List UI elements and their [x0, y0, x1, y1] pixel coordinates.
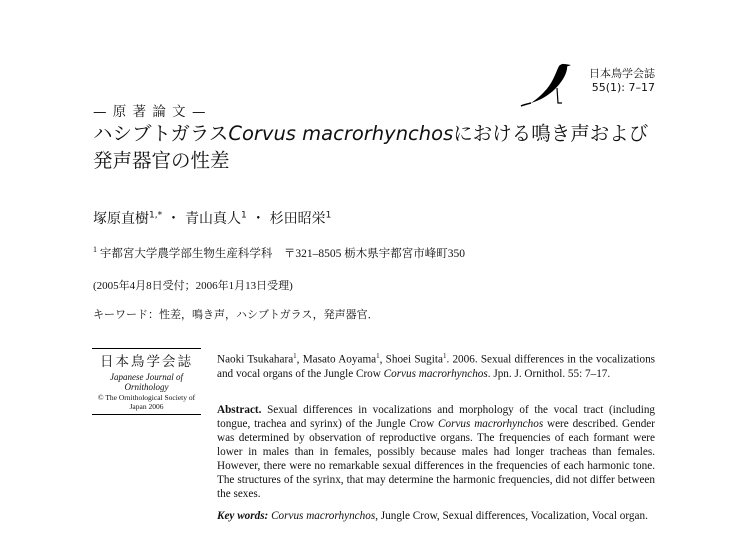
journal-header-society: 日本鳥学会誌	[589, 67, 655, 80]
citation: Naoki Tsukahara$^1$, Masato Aoyama$^1$, Shoei Sugita$^1$. 2006. Sexual differences in the vocalizations and vocal organs of the Jungle Crow Corvus macrorhynchos. Jpn. J. Ornithol. 55: 7–17.	[217, 352, 656, 380]
citation-sup-3: 1	[442, 352, 447, 360]
paper-title	[93, 120, 693, 174]
abstract-species: Corvus macrorhynchos	[438, 418, 544, 430]
author-sep-2: ・	[251, 211, 266, 227]
title-species: Corvus macrorhynchos	[228, 122, 454, 145]
author-1: 塚原直樹	[93, 211, 149, 227]
citation-sup-1: 1	[293, 352, 297, 360]
abstract-label: Abstract.	[217, 404, 262, 416]
author-2-sup: 1	[241, 210, 247, 221]
article-type: — 原 著 論 文 —	[93, 104, 207, 120]
keywords-en-species: Corvus macrorhynchos	[271, 510, 376, 522]
society-box-en: Japanese Journal of Ornithology	[110, 372, 183, 392]
title-post: における鳴き声および	[453, 122, 649, 145]
title-line2: 発声器官の性差	[93, 149, 230, 172]
citation-journal: . Jpn. J. Ornithol. 55: 7–17.	[487, 367, 611, 380]
keywords-en-label: Key words:	[217, 510, 269, 522]
citation-sup-2: 1	[376, 352, 380, 360]
author-1-sup: 1,*	[149, 210, 163, 221]
author-2: 青山真人	[185, 211, 241, 227]
affiliation-sup: 1	[93, 245, 97, 255]
citation-author-1: Naoki Tsukahara	[217, 353, 294, 366]
citation-species: Corvus macrorhynchos	[383, 367, 488, 380]
citation-author-2: Masato Aoyama	[302, 353, 377, 366]
keywords-english	[217, 509, 655, 523]
citation-text: . 2006. Sexual differences in the vocalizations and vocal organs of the Jungle Crow	[217, 353, 656, 380]
author-3: 杉田昭栄	[269, 211, 326, 227]
abstract-part2: were described. Gender was determined by observation of reproductive organs. The frequencies of each formant were lower in males than in females, possibly because males had longer tracheas than females. However, there were no remarkable sexual differences in the frequencies of each harmonic tone. The structures of the syrinx, that may determine the harmonic frequencies, did not differ between the sexes.	[217, 418, 655, 500]
affiliation-text: 宇都宮大学農学部生物生産科学科 〒321–8505 栃木県宇都宮市峰町350	[99, 248, 465, 260]
society-box-jp: 日本鳥学会誌	[100, 354, 193, 370]
citation-author-3: Shoei Sugita	[385, 353, 443, 366]
journal-header	[571, 67, 655, 95]
title-pre: ハシブトガラス	[93, 122, 229, 145]
abstract-part1: Sexual differences in vocalizations and morphology of the vocal tract (including tongue, trachea and syrinx) of the Jungle Crow	[217, 404, 656, 430]
author-3-sup: 1	[325, 210, 332, 221]
author-sep-1: ・	[166, 211, 181, 227]
received-accepted-dates: (2005年4月8日受付；2006年1月13日受理)	[93, 280, 293, 292]
authors	[93, 208, 331, 228]
keywords-japanese: キーワード：性差，鳴き声，ハシブトガラス，発声器官．	[93, 308, 379, 321]
society-box-copyright: © The Ornithological Society of Japan 2006	[97, 393, 196, 411]
journal-bird-logo	[519, 58, 577, 108]
keywords-en-rest: , Jungle Crow, Sexual differences, Vocalization, Vocal organ.	[375, 510, 648, 522]
society-box	[92, 348, 201, 415]
journal-header-volume: 55(1): 7–17	[591, 81, 655, 94]
affiliation	[93, 245, 465, 261]
abstract	[217, 403, 655, 501]
